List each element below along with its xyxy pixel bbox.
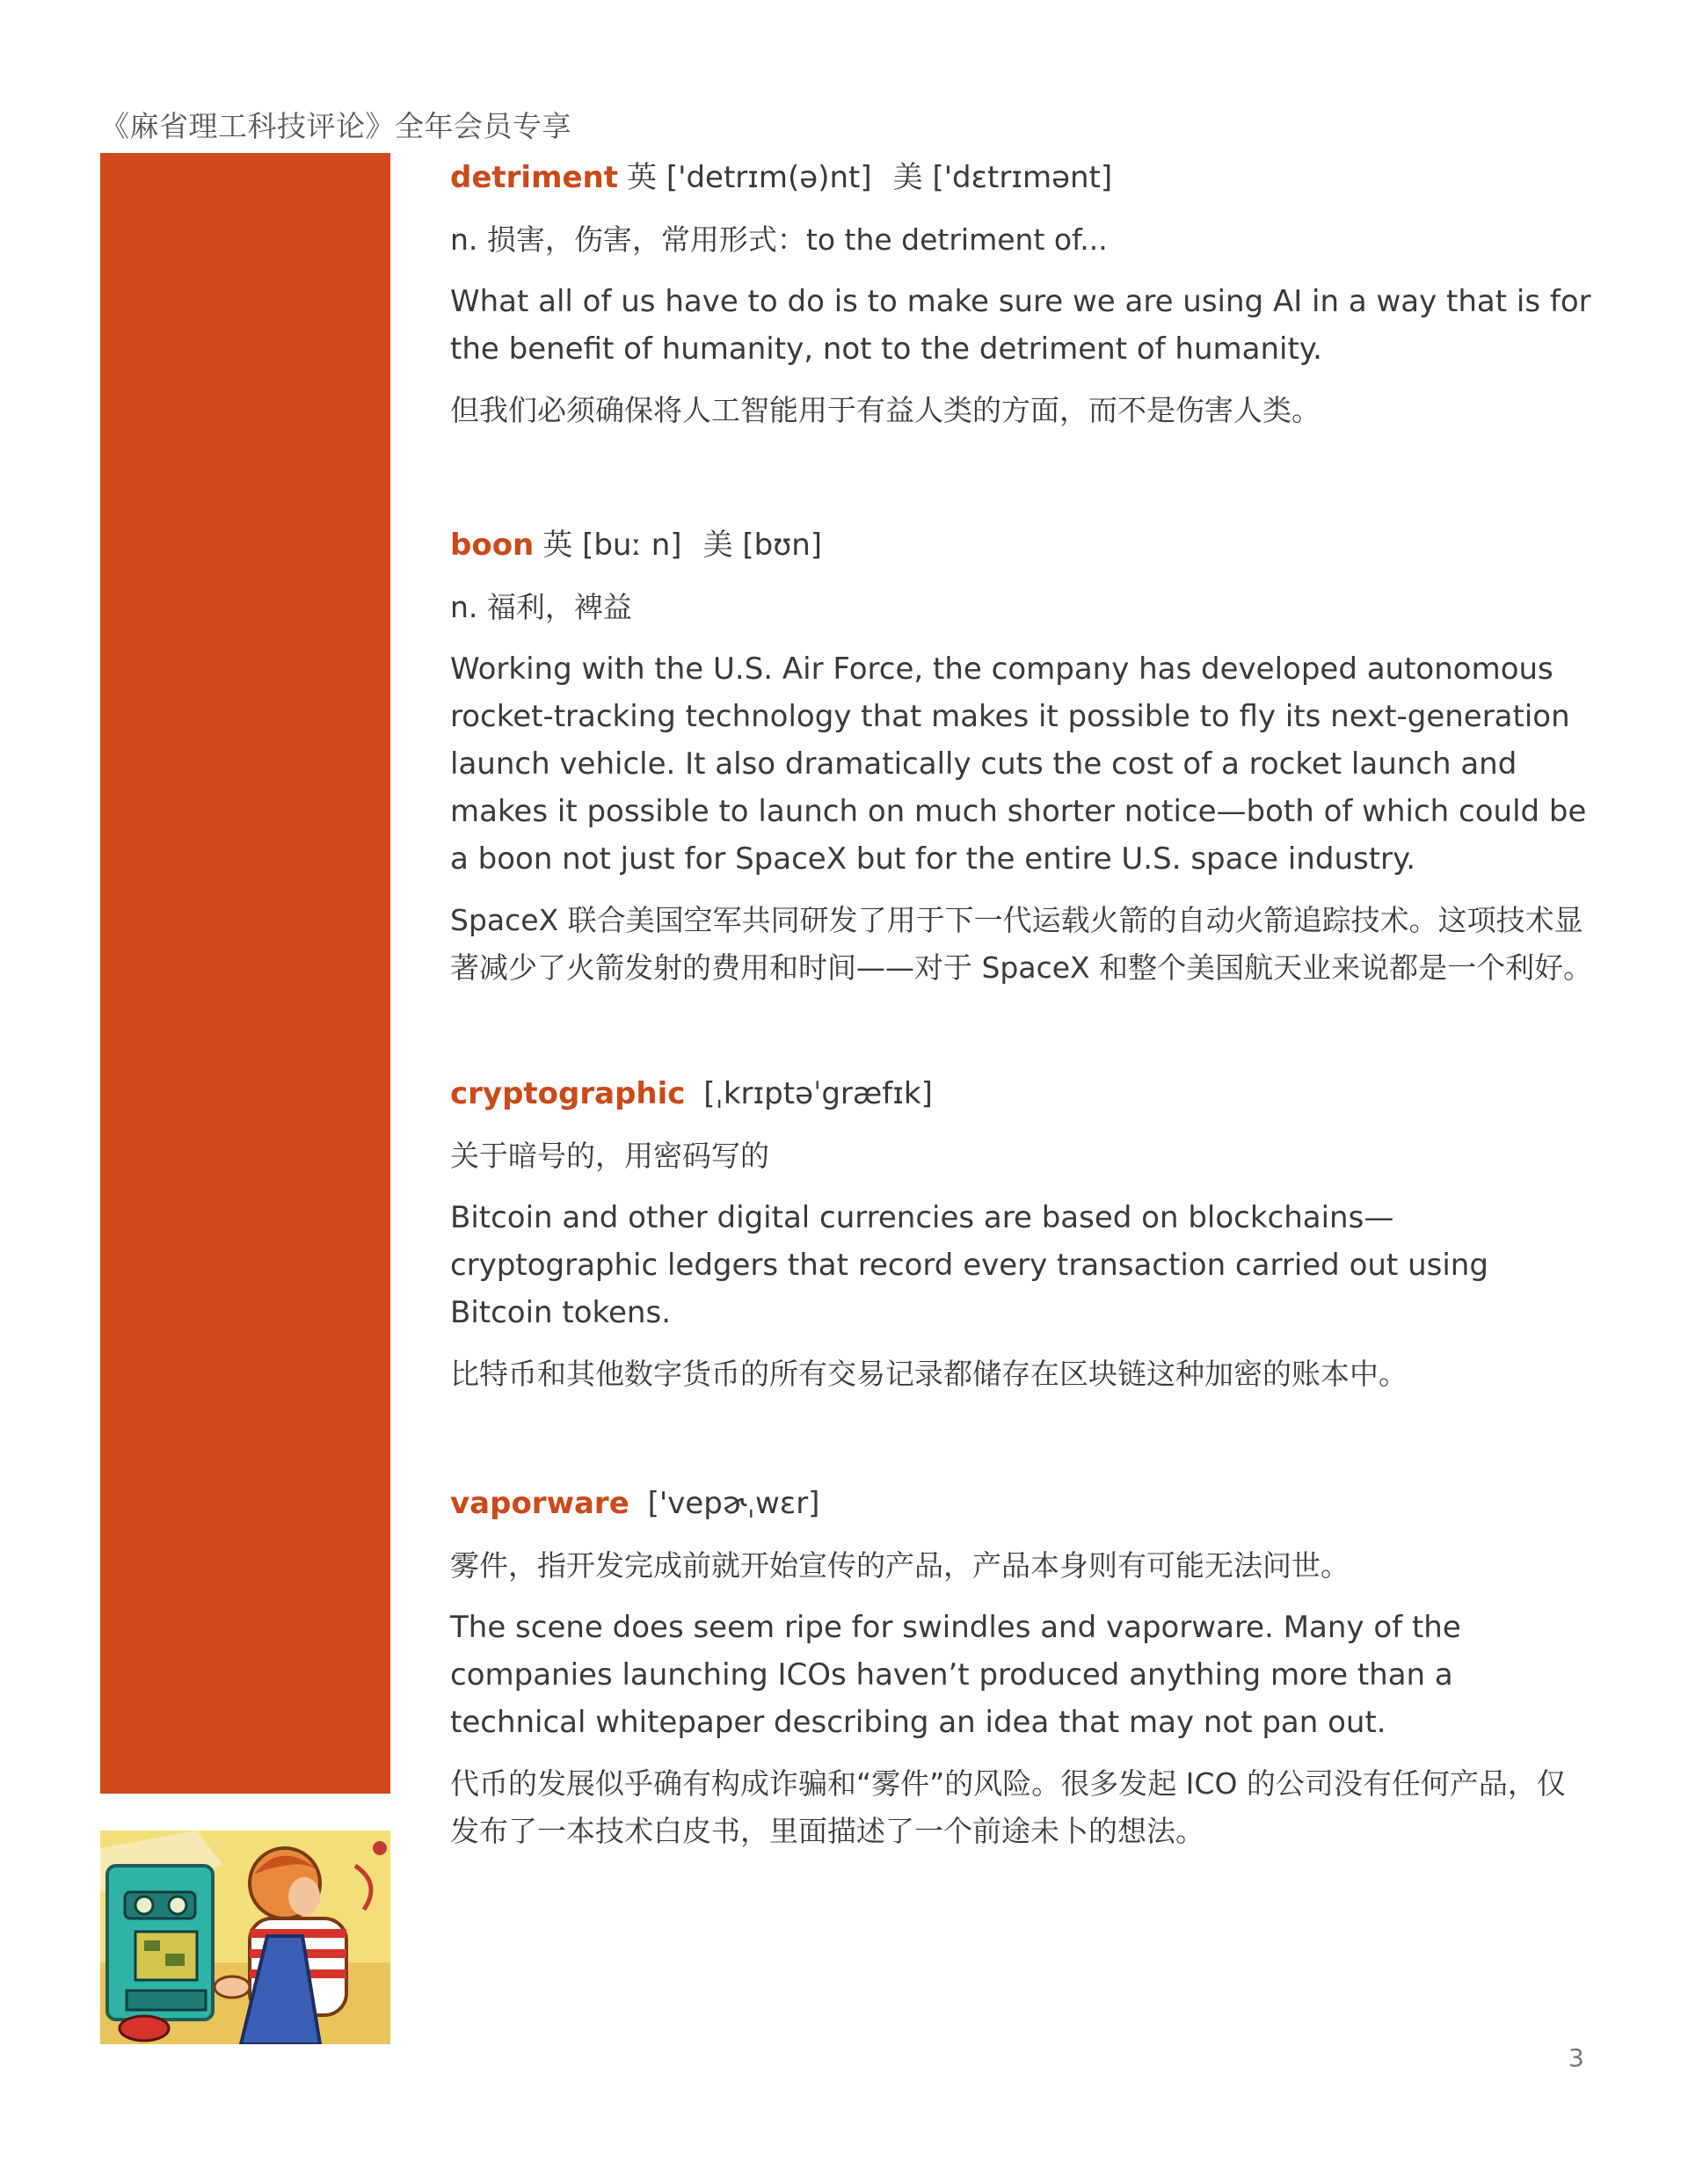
entry-headline (450, 1477, 1593, 1530)
example-chinese: 代币的发展似乎确有构成诈骗和“雾件”的风险。很多发起 ICO 的公司没有任何产品，仅发布了一本技术白皮书，里面描述了一个前途未卜的想法。 (450, 1766, 1566, 1848)
vocab-entry-detriment (450, 151, 1593, 434)
example-english: Bitcoin and other digital currencies are based on blockchains—cryptographic ledgers that record every transaction carried out using Bitcoin tokens. (450, 1200, 1488, 1330)
phonetic-us-label: 美 (702, 528, 733, 563)
vocab-word: vaporware (450, 1486, 629, 1521)
example-english: What all of us have to do is to make sure we are using AI in a way that is for the benefit of humanity, not to the detriment of humanity. (450, 284, 1591, 367)
phonetic-us: [bʊn] (742, 528, 823, 563)
phonetic-uk-label: 英 (627, 160, 658, 195)
vocab-entry-cryptographic (450, 1067, 1593, 1398)
entry-headline (450, 151, 1593, 204)
vocab-entry-boon (450, 519, 1593, 992)
page-header-title: 《麻省理工科技评论》全年会员专享 (100, 109, 571, 143)
vocab-word: cryptographic (450, 1076, 686, 1111)
phonetic-us: ['dɛtrɪmənt] (932, 160, 1113, 195)
example-english: The scene does seem ripe for swindles and vaporware. Many of the companies launching ICOs haven’t produced anything more than a technical whitepaper describing an idea that may not pan out. (450, 1610, 1461, 1740)
vocab-definition: n. 福利，裨益 (450, 590, 632, 624)
vocab-word: boon (450, 528, 535, 563)
phonetic: [ˌkrɪptəˈgræfɪk] (703, 1076, 933, 1111)
vocab-definition: n. 损害，伤害，常用形式：to the detriment of... (450, 222, 1108, 257)
phonetic-uk-label: 英 (542, 528, 573, 563)
example-chinese: 但我们必须确保将人工智能用于有益人类的方面，而不是伤害人类。 (450, 393, 1321, 427)
example-chinese: SpaceX 联合美国空军共同研发了用于下一代运载火箭的自动火箭追踪技术。这项技术显著减少了火箭发射的费用和时间——对于 SpaceX 和整个美国航天业来说都是一个利好。 (450, 903, 1593, 985)
vocab-word: detriment (450, 160, 619, 195)
vocabulary-list (450, 151, 1593, 1855)
vocab-definition: 关于暗号的，用密码写的 (450, 1139, 769, 1173)
entry-headline (450, 519, 1593, 571)
entry-headline (450, 1067, 1593, 1120)
phonetic-uk: [buː n] (582, 528, 682, 563)
boy-with-robot-illustration (100, 1831, 390, 2044)
example-english: Working with the U.S. Air Force, the company has developed autonomous rocket-tracking technology that makes it possible to fly its next-generation launch vehicle. It also dramatically cuts the cost of a rocket launch and makes it possible to launch on much shorter notice—both of which could be a boon not just for SpaceX but for the entire U.S. space industry. (450, 652, 1587, 877)
vocab-entry-vaporware (450, 1477, 1593, 1855)
decorative-orange-bar (100, 153, 390, 1794)
example-chinese: 比特币和其他数字货币的所有交易记录都储存在区块链这种加密的账本中。 (450, 1357, 1408, 1391)
phonetic: ['vepɚˌwɛr] (647, 1486, 820, 1521)
page-number: 3 (1568, 2043, 1584, 2072)
phonetic-us-label: 美 (892, 160, 923, 195)
vocab-definition: 雾件，指开发完成前就开始宣传的产品，产品本身则有可能无法问世。 (450, 1548, 1350, 1583)
phonetic-uk: ['detrɪm(ə)nt] (666, 160, 872, 195)
illustration-image (100, 1831, 390, 2044)
